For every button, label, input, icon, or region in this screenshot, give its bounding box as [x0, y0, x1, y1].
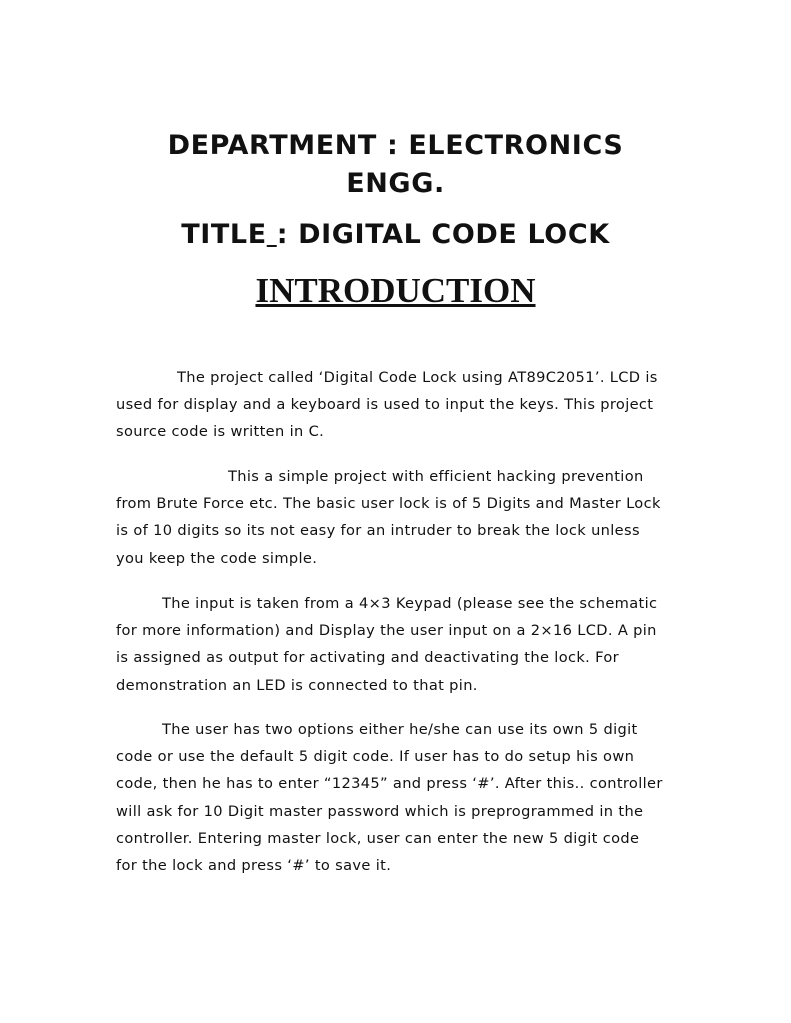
department-heading: DEPARTMENT : ELECTRONICS ENGG. — [167, 130, 624, 199]
section-heading-introduction: INTRODUCTION — [255, 271, 536, 310]
paragraph-line: is of 10 digits so its not easy for an intruder to break the lock unless — [116, 522, 640, 540]
paragraph-line: from Brute Force etc. The basic user lock is of 5 Digits and Master Lock — [116, 495, 661, 513]
title-prefix: TITLE — [181, 219, 267, 250]
title-underlined-space — [267, 219, 277, 250]
paragraph-line: The project called ‘Digital Code Lock using AT89C2051’. LCD is — [177, 369, 658, 386]
paragraph-line: code, then he has to enter “12345” and press ‘#’. After this.. controller — [116, 775, 663, 793]
project-title — [120, 216, 671, 254]
paragraph-line: is assigned as output for activating and deactivating the lock. For — [116, 649, 619, 667]
paragraph-line: code or use the default 5 digit code. If user has to do setup his own — [116, 748, 635, 766]
paragraph-1 — [116, 364, 676, 446]
paragraph-line: for more information) and Display the user input on a 2×16 LCD. A pin — [116, 622, 657, 640]
paragraph-line: controller. Entering master lock, user can enter the new 5 digit code — [116, 829, 640, 847]
paragraph-3 — [116, 590, 676, 699]
paragraph-line: for the lock and press ‘#’ to save it. — [116, 857, 392, 875]
paragraph-line: used for display and a keyboard is used to input the keys. This project — [116, 396, 654, 414]
paragraph-line: source code is written in C. — [116, 423, 325, 441]
paragraph-2 — [116, 463, 676, 572]
title-rest: : DIGITAL CODE LOCK — [276, 219, 610, 250]
paragraph-line: will ask for 10 Digit master password which is preprogrammed in the — [116, 802, 644, 820]
paragraph-line: The input is taken from a 4×3 Keypad (please see the schematic — [162, 595, 658, 612]
paragraph-line: The user has two options either he/she can use its own 5 digit — [162, 721, 638, 738]
paragraph-line: demonstration an LED is connected to that pin. — [116, 676, 478, 694]
paragraph-4 — [116, 716, 676, 879]
paragraph-line: you keep the code simple. — [116, 549, 318, 567]
paragraph-line: This a simple project with efficient hacking prevention — [228, 468, 644, 485]
